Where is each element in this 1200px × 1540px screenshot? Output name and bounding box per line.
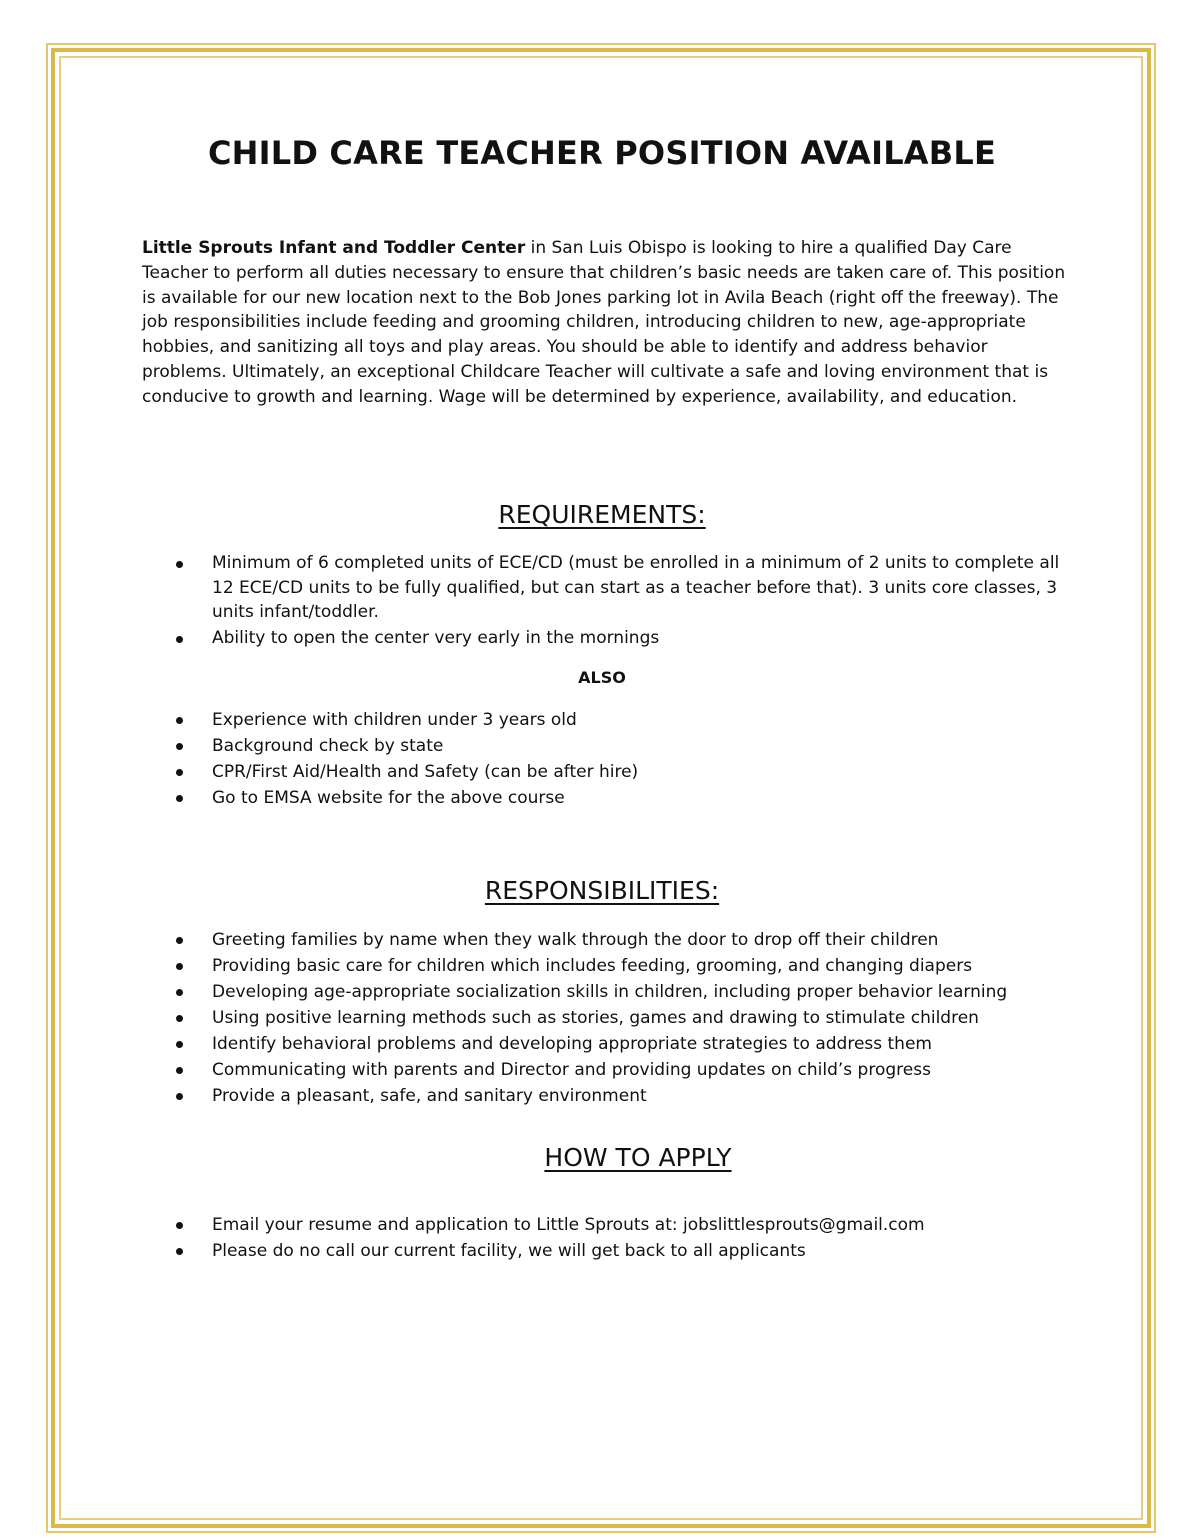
bullet-icon [176, 937, 183, 944]
list-item: Using positive learning methods such as stories, games and drawing to stimulate children [212, 1005, 1062, 1031]
page-title: CHILD CARE TEACHER POSITION AVAILABLE [207, 134, 997, 172]
list-item: Go to EMSA website for the above course [212, 785, 1062, 811]
bullet-icon [176, 795, 183, 802]
bullet-icon [176, 989, 183, 996]
responsibilities-heading: RESPONSIBILITIES: [484, 876, 720, 905]
bullet-icon [176, 1015, 183, 1022]
how-to-apply-list [212, 1212, 1062, 1264]
bullet-icon [176, 963, 183, 970]
bullet-icon [176, 1222, 183, 1229]
how-to-apply-heading: HOW TO APPLY [544, 1143, 732, 1172]
bullet-icon [176, 769, 183, 776]
additional-requirements-list [212, 707, 1062, 811]
list-item: Communicating with parents and Director and providing updates on child’s progress [212, 1057, 1062, 1083]
bullet-icon [176, 717, 183, 724]
list-item: Email your resume and application to Little Sprouts at: jobslittlesprouts@gmail.com [212, 1212, 1062, 1238]
responsibilities-list [212, 927, 1062, 1109]
list-item: Minimum of 6 completed units of ECE/CD (must be enrolled in a minimum of 2 units to complete all 12 ECE/CD units to be fully qualified, but can start as a teacher before that). 3 units core classes, 3 units infant/toddler. [212, 551, 1062, 625]
bullet-icon [176, 1067, 183, 1074]
list-item: Identify behavioral problems and developing appropriate strategies to address them [212, 1031, 1062, 1057]
bullet-icon [176, 636, 183, 643]
bullet-icon [176, 1041, 183, 1048]
list-item: Background check by state [212, 733, 1062, 759]
requirements-list [212, 551, 1062, 650]
requirements-heading: REQUIREMENTS: [498, 500, 706, 529]
bullet-icon [176, 1248, 183, 1255]
list-item: Ability to open the center very early in the mornings [212, 626, 1062, 651]
list-item: Greeting families by name when they walk through the door to drop off their children [212, 927, 1062, 953]
intro-body: in San Luis Obispo is looking to hire a qualified Day Care Teacher to perform all duties necessary to ensure that children’s basic needs are taken care of. This position is available for our new location next to the Bob Jones parking lot in Avila Beach (right off the freeway). The job responsibilities include feeding and grooming children, introducing children to new, age-appropriate hobbies, and sanitizing all toys and play areas. You should be able to identify and address behavior problems. Ultimately, an exceptional Childcare Teacher will cultivate a safe and loving environment that is conducive to growth and learning. Wage will be determined by experience, availability, and education. [142, 238, 1066, 407]
bullet-icon [176, 561, 183, 568]
list-item: Developing age-appropriate socialization skills in children, including proper behavior learning [212, 979, 1062, 1005]
also-label: ALSO [578, 668, 626, 687]
organization-name: Little Sprouts Infant and Toddler Center [142, 238, 526, 258]
list-item: Provide a pleasant, safe, and sanitary environment [212, 1083, 1062, 1109]
bullet-icon [176, 743, 183, 750]
list-item: Providing basic care for children which includes feeding, grooming, and changing diapers [212, 953, 1062, 979]
intro-paragraph [142, 236, 1067, 410]
list-item: CPR/First Aid/Health and Safety (can be after hire) [212, 759, 1062, 785]
bullet-icon [176, 1093, 183, 1100]
list-item: Please do no call our current facility, we will get back to all applicants [212, 1238, 1062, 1264]
list-item: Experience with children under 3 years old [212, 707, 1062, 733]
